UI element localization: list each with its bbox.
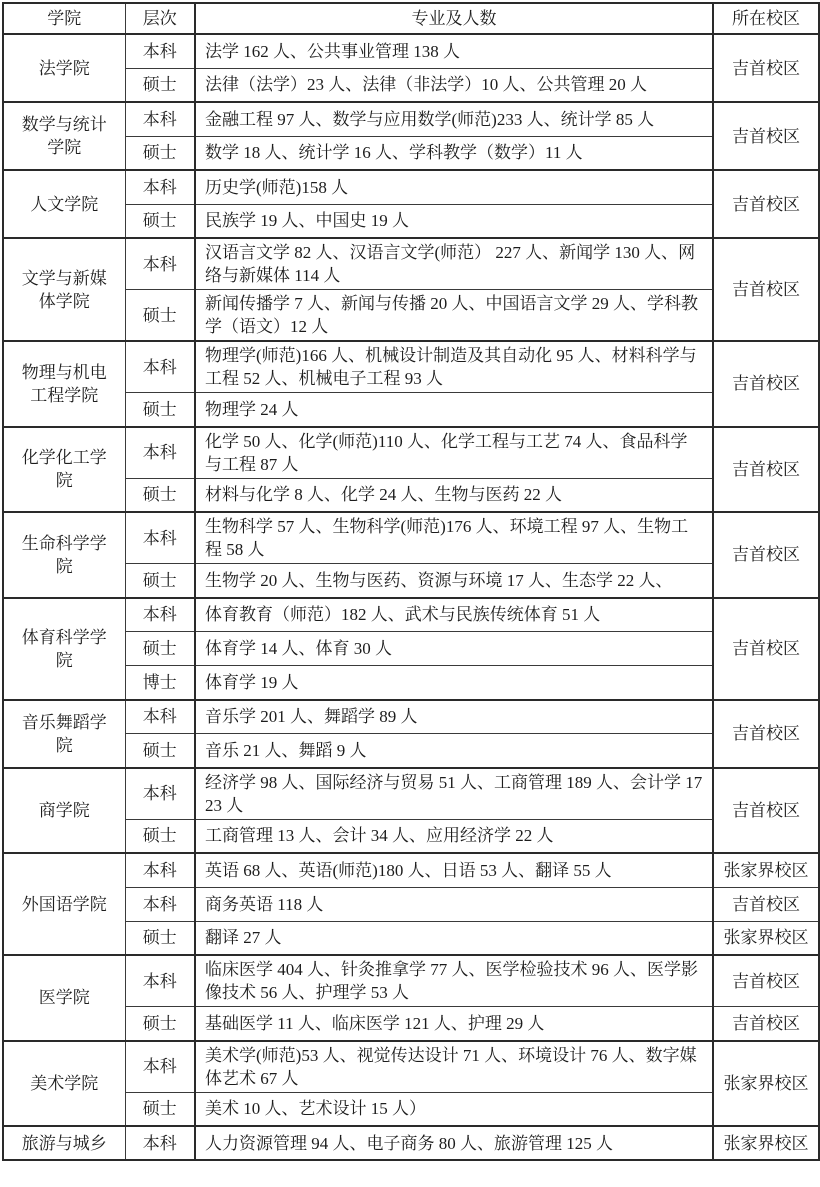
majors-cell: 新闻传播学 7 人、新闻与传播 20 人、中国语言文学 29 人、学科教学（语文）12 人 [195,290,713,342]
college-cell: 音乐舞蹈学院 [3,700,125,768]
level-cell: 博士 [125,666,195,700]
level-cell: 本科 [125,512,195,564]
college-cell: 旅游与城乡 [3,1126,125,1160]
college-cell: 医学院 [3,955,125,1041]
table-row [3,921,819,955]
college-cell: 物理与机电工程学院 [3,341,125,427]
level-cell: 硕士 [125,136,195,170]
level-cell: 本科 [125,887,195,921]
majors-cell: 工商管理 13 人、会计 34 人、应用经济学 22 人 [195,819,713,853]
header-majors: 专业及人数 [195,3,713,34]
majors-cell: 物理学 24 人 [195,393,713,427]
level-cell: 硕士 [125,1007,195,1041]
header-row [3,3,819,34]
college-cell: 外国语学院 [3,853,125,955]
majors-cell: 基础医学 11 人、临床医学 121 人、护理 29 人 [195,1007,713,1041]
level-cell: 本科 [125,170,195,204]
majors-cell: 汉语言文学 82 人、汉语言文学(师范） 227 人、新闻学 130 人、网络与新媒体 114 人 [195,238,713,290]
level-cell: 本科 [125,427,195,479]
level-cell: 硕士 [125,921,195,955]
majors-cell: 体育教育（师范）182 人、武术与民族传统体育 51 人 [195,598,713,632]
campus-cell: 吉首校区 [713,955,819,1007]
level-cell: 本科 [125,853,195,887]
majors-cell: 法律（法学）23 人、法律（非法学）10 人、公共管理 20 人 [195,68,713,102]
college-cell: 法学院 [3,34,125,102]
majors-cell: 体育学 14 人、体育 30 人 [195,632,713,666]
table-row [3,819,819,853]
level-cell: 本科 [125,768,195,820]
table-row [3,341,819,393]
table-row [3,1126,819,1160]
campus-cell: 吉首校区 [713,170,819,238]
table-row [3,666,819,700]
table-row [3,34,819,68]
majors-cell: 民族学 19 人、中国史 19 人 [195,204,713,238]
level-cell: 本科 [125,341,195,393]
majors-cell: 生物科学 57 人、生物科学(师范)176 人、环境工程 97 人、生物工程 58 人 [195,512,713,564]
level-cell: 硕士 [125,1092,195,1126]
campus-cell: 张家界校区 [713,921,819,955]
table-row [3,768,819,820]
level-cell: 硕士 [125,478,195,512]
header-campus: 所在校区 [713,3,819,34]
table-row [3,238,819,290]
table-row [3,136,819,170]
level-cell: 本科 [125,598,195,632]
table-row [3,955,819,1007]
table-row [3,427,819,479]
majors-cell: 法学 162 人、公共事业管理 138 人 [195,34,713,68]
college-cell: 商学院 [3,768,125,854]
campus-cell: 吉首校区 [713,1007,819,1041]
majors-cell: 音乐学 201 人、舞蹈学 89 人 [195,700,713,734]
majors-cell: 金融工程 97 人、数学与应用数学(师范)233 人、统计学 85 人 [195,102,713,136]
campus-cell: 吉首校区 [713,238,819,341]
majors-cell: 历史学(师范)158 人 [195,170,713,204]
table-row [3,1092,819,1126]
majors-cell: 音乐 21 人、舞蹈 9 人 [195,734,713,768]
campus-cell: 吉首校区 [713,700,819,768]
majors-cell: 化学 50 人、化学(师范)110 人、化学工程与工艺 74 人、食品科学与工程 87 人 [195,427,713,479]
level-cell: 硕士 [125,204,195,238]
college-cell: 生命科学学院 [3,512,125,598]
table-row [3,478,819,512]
campus-cell: 吉首校区 [713,34,819,102]
majors-cell: 临床医学 404 人、针灸推拿学 77 人、医学检验技术 96 人、医学影像技术 56 人、护理学 53 人 [195,955,713,1007]
level-cell: 硕士 [125,564,195,598]
campus-cell: 张家界校区 [713,1126,819,1160]
level-cell: 本科 [125,1126,195,1160]
campus-cell: 吉首校区 [713,341,819,427]
college-cell: 美术学院 [3,1041,125,1127]
campus-cell: 吉首校区 [713,768,819,854]
level-cell: 硕士 [125,632,195,666]
level-cell: 本科 [125,102,195,136]
majors-cell: 美术学(师范)53 人、视觉传达设计 71 人、环境设计 76 人、数字媒体艺术 67 人 [195,1041,713,1093]
college-cell: 人文学院 [3,170,125,238]
level-cell: 硕士 [125,68,195,102]
campus-cell: 吉首校区 [713,102,819,170]
college-cell: 文学与新媒体学院 [3,238,125,341]
table-row [3,68,819,102]
level-cell: 本科 [125,955,195,1007]
header-college: 学院 [3,3,125,34]
level-cell: 硕士 [125,290,195,342]
majors-cell: 生物学 20 人、生物与医药、资源与环境 17 人、生态学 22 人、 [195,564,713,598]
table-row [3,512,819,564]
majors-cell: 人力资源管理 94 人、电子商务 80 人、旅游管理 125 人 [195,1126,713,1160]
table-row [3,887,819,921]
table-row [3,290,819,342]
table-row [3,632,819,666]
majors-cell: 翻译 27 人 [195,921,713,955]
college-cell: 数学与统计学院 [3,102,125,170]
level-cell: 本科 [125,238,195,290]
admissions-table [2,2,820,1161]
campus-cell: 吉首校区 [713,427,819,513]
majors-cell: 体育学 19 人 [195,666,713,700]
table-row [3,102,819,136]
level-cell: 硕士 [125,819,195,853]
table-row [3,734,819,768]
table-row [3,1007,819,1041]
table-row [3,564,819,598]
campus-cell: 张家界校区 [713,1041,819,1127]
level-cell: 硕士 [125,734,195,768]
table-row [3,853,819,887]
majors-cell: 经济学 98 人、国际经济与贸易 51 人、工商管理 189 人、会计学 1723 人 [195,768,713,820]
campus-cell: 吉首校区 [713,512,819,598]
majors-cell: 美术 10 人、艺术设计 15 人） [195,1092,713,1126]
majors-cell: 材料与化学 8 人、化学 24 人、生物与医药 22 人 [195,478,713,512]
campus-cell: 张家界校区 [713,853,819,887]
campus-cell: 吉首校区 [713,598,819,700]
table-row [3,204,819,238]
level-cell: 硕士 [125,393,195,427]
college-cell: 化学化工学院 [3,427,125,513]
table-row [3,598,819,632]
majors-cell: 数学 18 人、统计学 16 人、学科教学（数学）11 人 [195,136,713,170]
level-cell: 本科 [125,700,195,734]
majors-cell: 物理学(师范)166 人、机械设计制造及其自动化 95 人、材料科学与工程 52 人、机械电子工程 93 人 [195,341,713,393]
campus-cell: 吉首校区 [713,887,819,921]
header-level: 层次 [125,3,195,34]
level-cell: 本科 [125,1041,195,1093]
majors-cell: 英语 68 人、英语(师范)180 人、日语 53 人、翻译 55 人 [195,853,713,887]
majors-cell: 商务英语 118 人 [195,887,713,921]
table-row [3,393,819,427]
level-cell: 本科 [125,34,195,68]
table-row [3,170,819,204]
table-row [3,1041,819,1093]
college-cell: 体育科学学院 [3,598,125,700]
table-row [3,700,819,734]
